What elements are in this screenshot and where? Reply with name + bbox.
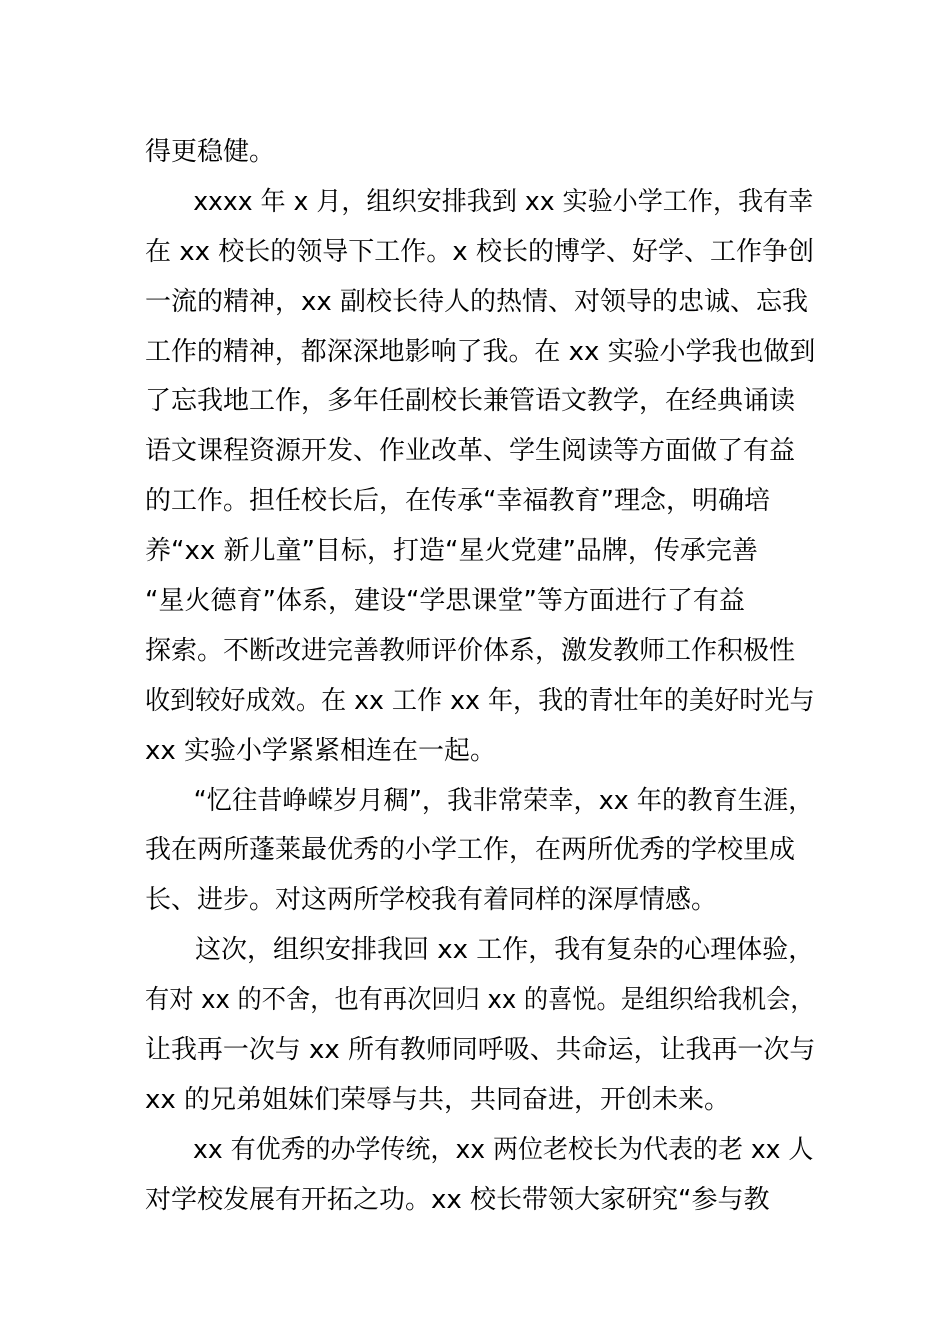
text-line: 在 xx 校长的领导下工作。x 校长的博学、好学、工作争创 xyxy=(145,236,814,267)
text-line: 语文课程资源开发、作业改革、学生阅读等方面做了有益 xyxy=(145,436,796,467)
text-line: 对学校发展有开拓之功。xx 校长带领大家研究“参与教 xyxy=(145,1184,770,1215)
text-line: 了忘我地工作，多年任副校长兼管语文教学，在经典诵读 xyxy=(145,386,796,417)
text-line: 得更稳健。 xyxy=(145,137,276,167)
text-line: 有对 xx 的不舍，也有再次回归 xx 的喜悦。是组织给我机会， xyxy=(145,985,815,1016)
text-line: xx 实验小学紧紧相连在一起。 xyxy=(145,735,497,766)
text-line: 的工作。担任校长后，在传承“幸福教育”理念，明确培 xyxy=(145,486,770,517)
text-line: 工作的精神，都深深地影响了我。在 xx 实验小学我也做到 xyxy=(145,336,816,367)
text-line: xxxx 年 x 月，组织安排我到 xx 实验小学工作，我有幸 xyxy=(193,186,814,217)
document-body xyxy=(145,128,815,1226)
text-line: xx 的兄弟姐妹们荣辱与共，共同奋进，开创未来。 xyxy=(145,1084,731,1115)
text-line: 我在两所蓬莱最优秀的小学工作，在两所优秀的学校里成 xyxy=(145,835,796,866)
text-line: 养“xx 新儿童”目标，打造“星火党建”品牌，传承完善 xyxy=(145,536,758,567)
text-line: 这次，组织安排我回 xx 工作，我有复杂的心理体验， xyxy=(195,935,815,966)
text-line: 让我再一次与 xx 所有教师同呼吸、共命运，让我再一次与 xyxy=(145,1035,816,1066)
text-line: 探索。不断改进完善教师评价体系，激发教师工作积极性 xyxy=(145,635,796,666)
text-line: “忆往昔峥嵘岁月稠”，我非常荣幸，xx 年的教育生涯， xyxy=(193,785,814,816)
text-line: 长、进步。对这两所学校我有着同样的深厚情感。 xyxy=(145,885,718,916)
text-line: xx 有优秀的办学传统，xx 两位老校长为代表的老 xx 人 xyxy=(193,1134,814,1165)
text-line: 收到较好成效。在 xx 工作 xx 年，我的青壮年的美好时光与 xyxy=(145,685,815,716)
text-line: “星火德育”体系，建设“学思课堂”等方面进行了有益 xyxy=(145,586,745,617)
text-line: 一流的精神，xx 副校长待人的热情、对领导的忠诚、忘我 xyxy=(145,286,809,317)
